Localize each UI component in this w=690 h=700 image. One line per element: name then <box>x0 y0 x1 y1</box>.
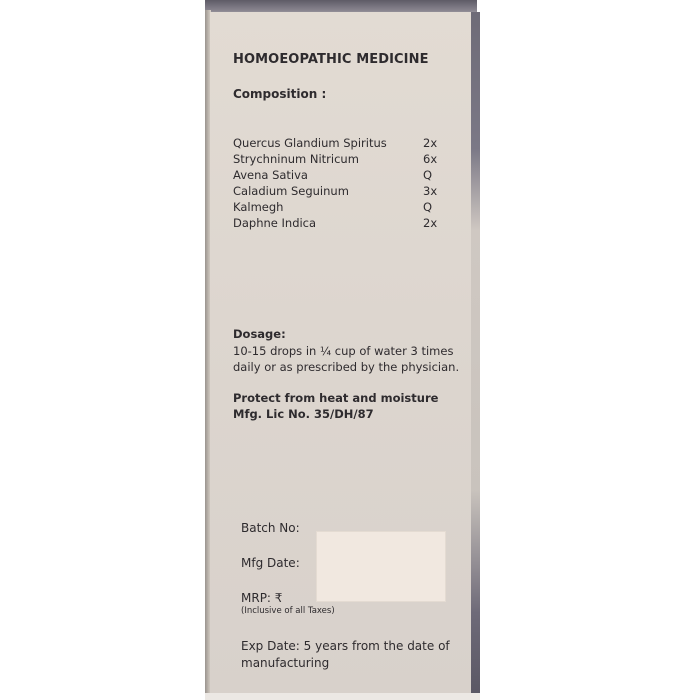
expiry-line: Exp Date: 5 years from the date of <box>241 639 450 653</box>
dosage-line: 10-15 drops in ¼ cup of water 3 times <box>233 344 454 358</box>
ingredient-potency: 2x <box>423 216 438 230</box>
expiry-info <box>241 638 461 672</box>
ingredient-row <box>233 183 443 199</box>
box-bottom-edge <box>205 693 480 700</box>
ingredient-potency: 2x <box>423 136 438 150</box>
ingredient-name: Quercus Glandium Spiritus <box>233 136 387 150</box>
mfg-license: Mfg. Lic No. 35/DH/87 <box>233 407 374 421</box>
ingredient-row <box>233 199 443 215</box>
ingredient-name: Strychninum Nitricum <box>233 152 359 166</box>
batch-stamp-area <box>316 531 446 602</box>
ingredient-row <box>233 135 443 151</box>
storage-warning: Protect from heat and moisture <box>233 391 439 405</box>
tax-note: (Inclusive of all Taxes) <box>241 606 335 616</box>
box-right-edge <box>471 12 480 695</box>
ingredient-row <box>233 167 443 183</box>
ingredient-name: Avena Sativa <box>233 168 308 182</box>
ingredient-potency: 6x <box>423 152 438 166</box>
dosage-label: Dosage: <box>233 327 286 341</box>
ingredient-potency: Q <box>423 168 433 182</box>
dosage-instructions <box>233 343 463 375</box>
ingredient-name: Daphne Indica <box>233 216 317 230</box>
ingredient-row <box>233 151 443 167</box>
mrp-label: MRP: ₹ <box>241 591 283 605</box>
ingredient-potency: 3x <box>423 184 438 198</box>
ingredient-row <box>233 215 443 231</box>
ingredient-potency: Q <box>423 200 433 214</box>
ingredient-name: Caladium Seguinum <box>233 184 349 198</box>
mfg-date-label: Mfg Date: <box>241 556 300 570</box>
dosage-line: daily or as prescribed by the physician. <box>233 360 460 374</box>
expiry-line: manufacturing <box>241 656 330 670</box>
batch-label: Batch No: <box>241 521 300 535</box>
ingredient-list <box>233 135 443 231</box>
composition-label: Composition : <box>233 87 327 101</box>
product-title: HOMOEOPATHIC MEDICINE <box>233 52 429 67</box>
storage-and-license <box>233 390 438 422</box>
ingredient-name: Kalmegh <box>233 200 284 214</box>
